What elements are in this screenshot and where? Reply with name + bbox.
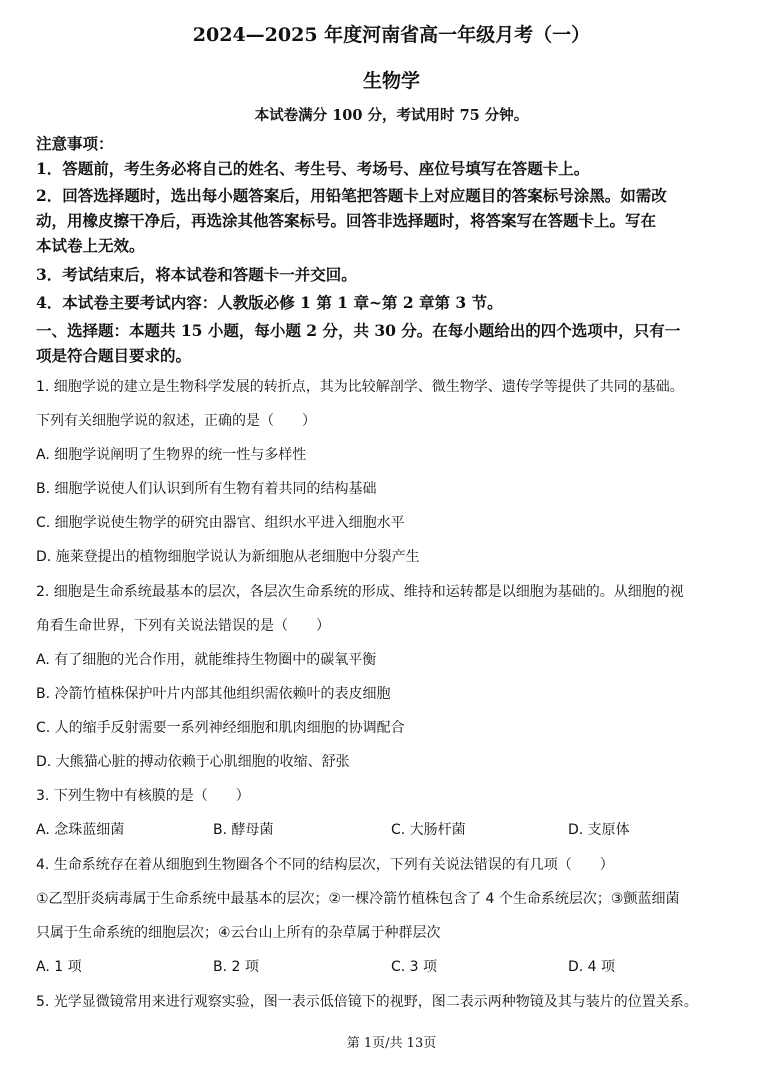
q2-option-c: C. 人的缩手反射需要一系列神经细胞和肌肉细胞的协调配合 (36, 720, 405, 736)
note-3: 3．考试结束后，将本试卷和答题卡一并交回。 (36, 265, 357, 284)
notes-heading: 注意事项： (36, 134, 114, 153)
q5-stem: 5. 光学显微镜常用来进行观察实验，图一表示低倍镜下的视野，图二表示两种物镜及其与装片的位置关系。 (36, 994, 698, 1010)
q3-option-a: A. 念珠蓝细菌 (36, 822, 125, 838)
q1-option-c: C. 细胞学说使生物学的研究由器官、组织水平进入细胞水平 (36, 515, 405, 531)
page-number: 第 1页/共 13页 (346, 1036, 437, 1051)
q4-options (36, 957, 756, 977)
q1-option-a: A. 细胞学说阐明了生物界的统一性与多样性 (36, 447, 307, 463)
q4-option-a: A. 1 项 (36, 959, 82, 975)
q2-stem-line1: 2. 细胞是生命系统最基本的层次，各层次生命系统的形成、维持和运转都是以细胞为基础的。从细胞的视 (36, 584, 684, 600)
note-2-line3: 本试卷上无效。 (36, 236, 145, 255)
section-heading-line1: 一、选择题：本题共 15 小题，每小题 2 分，共 30 分。在每小题给出的四个选项中，只有一 (36, 321, 681, 340)
q3-option-b: B. 酵母菌 (213, 822, 274, 838)
q2-option-a: A. 有了细胞的光合作用，就能维持生物圈中的碳氧平衡 (36, 652, 377, 668)
q3-stem: 3. 下列生物中有核膜的是（ ） (36, 788, 250, 804)
q3-option-c: C. 大肠杆菌 (391, 822, 466, 838)
section-heading-line2: 项是符合题目要求的。 (36, 346, 192, 365)
q1-option-d: D. 施莱登提出的植物细胞学说认为新细胞从老细胞中分裂产生 (36, 549, 420, 565)
q4-option-b: B. 2 项 (213, 959, 259, 975)
q2-option-d: D. 大熊猫心脏的搏动依赖于心肌细胞的收缩、舒张 (36, 754, 350, 770)
q2-stem-line2: 角看生命世界，下列有关说法错误的是（ ） (36, 618, 330, 634)
q4-body-line1: ①乙型肝炎病毒属于生命系统中最基本的层次；②一棵冷箭竹植株包含了 4 个生命系统层次；③颤蓝细菌 (36, 891, 680, 907)
q3-options (36, 820, 756, 840)
q2-option-b: B. 冷箭竹植株保护叶片内部其他组织需依赖叶的表皮细胞 (36, 686, 391, 702)
q4-option-d: D. 4 项 (568, 959, 616, 975)
exam-meta: 本试卷满分 100 分，考试用时 75 分钟。 (254, 107, 529, 124)
q3-option-d: D. 支原体 (568, 822, 630, 838)
note-4: 4．本试卷主要考试内容：人教版必修 1 第 1 章~第 2 章第 3 节。 (36, 293, 503, 312)
q1-stem-line2: 下列有关细胞学说的叙述，正确的是（ ） (36, 413, 316, 429)
q4-option-c: C. 3 项 (391, 959, 438, 975)
subject-title: 生物学 (362, 70, 420, 92)
exam-title: 2024—2025 年度河南省高一年级月考（一） (192, 24, 591, 46)
q1-option-b: B. 细胞学说使人们认识到所有生物有着共同的结构基础 (36, 481, 377, 497)
note-2-line1: 2．回答选择题时，选出每小题答案后，用铅笔把答题卡上对应题目的答案标号涂黑。如需改 (36, 186, 667, 205)
q1-stem-line1: 1. 细胞学说的建立是生物科学发展的转折点，其为比较解剖学、微生物学、遗传学等提供了共同的基础。 (36, 379, 684, 395)
q4-body-line2: 只属于生命系统的细胞层次；④云台山上所有的杂草属于种群层次 (36, 925, 441, 941)
q4-stem: 4. 生命系统存在着从细胞到生物圈各个不同的结构层次，下列有关说法错误的有几项（ ） (36, 857, 614, 873)
note-2-line2: 动，用橡皮擦干净后，再选涂其他答案标号。回答非选择题时，将答案写在答题卡上。写在 (36, 211, 657, 230)
note-1: 1．答题前，考生务必将自己的姓名、考生号、考场号、座位号填写在答题卡上。 (36, 159, 590, 178)
